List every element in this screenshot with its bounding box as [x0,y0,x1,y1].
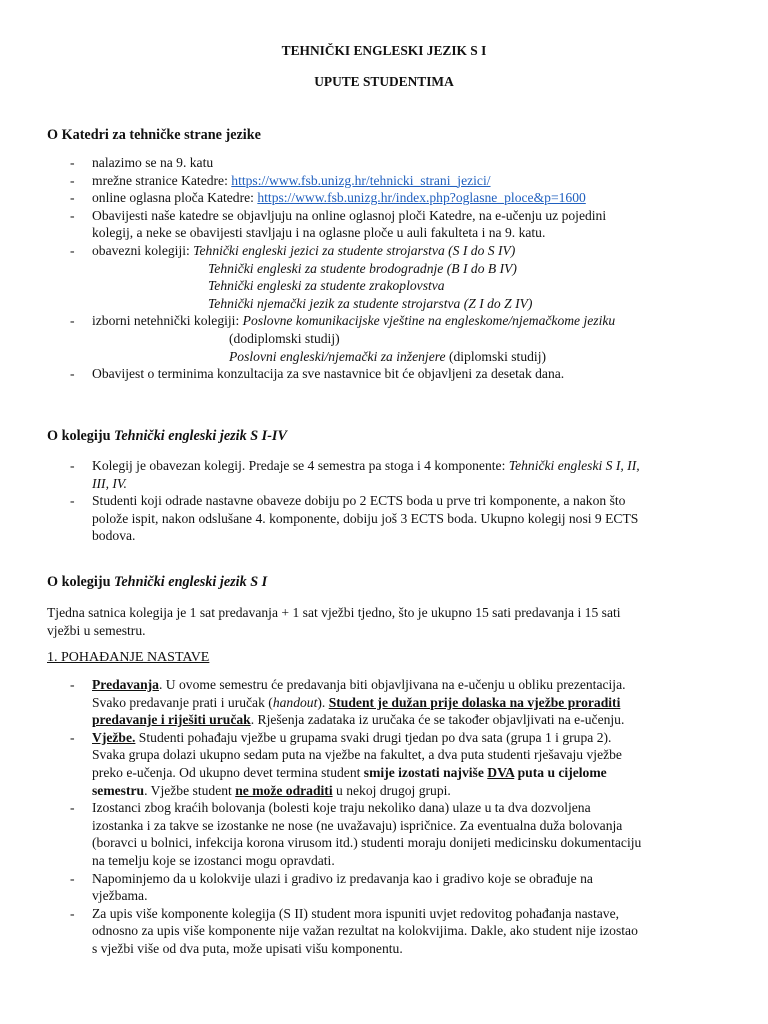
list-item: - Za upis više komponente kolegija (S II) student mora ispuniti uvjet redovitog pohađanja nastave, odnosno za upis više komponente nije važan rezultat na kolokvijima. Dakle, ako student nije izostao s vježbi više od dva puta, može upisati višu komponentu. [0,905,720,958]
list-item: - Obavijest o terminima konzultacija za sve nastavnice bit će objavljeni za desetak dana. [0,365,720,383]
heading-katedra: O Katedri za tehničke strane jezike [47,127,261,143]
section-pohadjanje-nastave: 1. POHAĐANJE NASTAVE [47,650,210,665]
kolegij-iv-list [0,457,720,545]
list-item: - Napominjemo da u kolokvije ulazi i gradivo iz predavanja kao i gradivo koje se obrađuje na vježbama. [0,870,720,905]
heading-kolegij-s1: O kolegiju Tehnički engleski jezik S I [47,574,268,590]
list-item: - mrežne stranice Katedre: https://www.fsb.unizg.hr/tehnicki_strani_jezici/ [0,172,720,190]
document-subtitle: UPUTE STUDENTIMA [314,74,454,89]
list-item: - obavezni kolegiji: Tehnički engleski jezici za studente strojarstva (S I do S IV) Tehnički engleski za studente brodogradnje (B I do B IV) Tehnički engleski za studente zrakoplovstva Tehnički njemački jezik za studente strojarstva (Z I do Z IV) [0,242,720,312]
satnica-paragraph: Tjedna satnica kolegija je 1 sat predavanja + 1 sat vježbi tjedno, što je ukupno 15 sati predavanja i 15 sati vježbi u semestru. [47,605,621,638]
list-item: - Vježbe. Studenti pohađaju vježbe u grupama svaki drugi tjedan po dva sata (grupa 1 i grupa 2). Svaka grupa dolazi ukupno sedam puta na vježbe na fakultet, a dva puta studenti rješavaju vježbe preko e-učenja. Od ukupno devet termina student smije izostati najviše DVA puta u cijelome semestru. Vježbe student ne može odraditi u nekoj drugoj grupi. [0,729,720,799]
list-item: - Kolegij je obavezan kolegij. Predaje se 4 semestra pa stoga i 4 komponente: Tehnički engleski S I, II, III, IV. [0,457,720,492]
oglasna-ploca-link[interactable]: https://www.fsb.unizg.hr/index.php?oglasne_ploce&p=1600 [257,190,586,206]
list-item: - Predavanja. U ovome semestru će predavanja biti objavljivana na e-učenju u obliku prezentacija. Svako predavanje prati i uručak (handout). Student je dužan prije dolaska na vježbe proraditi predavanje i riješiti uručak. Rješenja zadataka iz uručaka će se također objavljivati na e-učenju. [0,676,720,729]
list-item: - Studenti koji odrade nastavne obaveze dobiju po 2 ECTS boda u prve tri komponente, a nakon što polože ispit, nakon odslušane 4. komponente, dobiju još 3 ECTS boda. Ukupno kolegij nosi 9 ECTS bodova. [0,492,720,545]
katedra-list [0,154,720,383]
nastava-list [0,676,720,958]
list-item: - Obavijesti naše katedre se objavljuju na online oglasnoj ploči Katedre, na e-učenju uz pojedini kolegij, a neke se obavijesti stavljaju i na oglasne ploče u auli fakulteta i na 9. katu. [0,207,720,242]
list-item: - Izostanci zbog kraćih bolovanja (bolesti koje traju nekoliko dana) ulaze u ta dva dozvoljena izostanka i za takve se izostanke ne nose (ne uvažavaju) ispričnice. Za eventualna duža bolovanja (boravci u bolnici, infekcija korona virusom itd.) studenti moraju donijeti medicinsku dokumentaciju na temelju koje se izostanci mogu opravdati. [0,799,720,869]
list-item: - izborni netehnički kolegiji: Poslovne komunikacijske vještine na engleskome/njemačkome jeziku (dodiplomski studij) Poslovni engleski/njemački za inženjere (diplomski studij) [0,312,720,365]
katedra-website-link[interactable]: https://www.fsb.unizg.hr/tehnicki_strani_jezici/ [231,172,491,188]
document-title: TEHNIČKI ENGLESKI JEZIK S I [281,43,487,58]
list-item: - online oglasna ploča Katedre: https://www.fsb.unizg.hr/index.php?oglasne_ploce&p=1600 [0,189,720,207]
list-item: - nalazimo se na 9. katu [0,154,720,172]
heading-kolegij-s1-iv: O kolegiju Tehnički engleski jezik S I-IV [47,428,287,444]
